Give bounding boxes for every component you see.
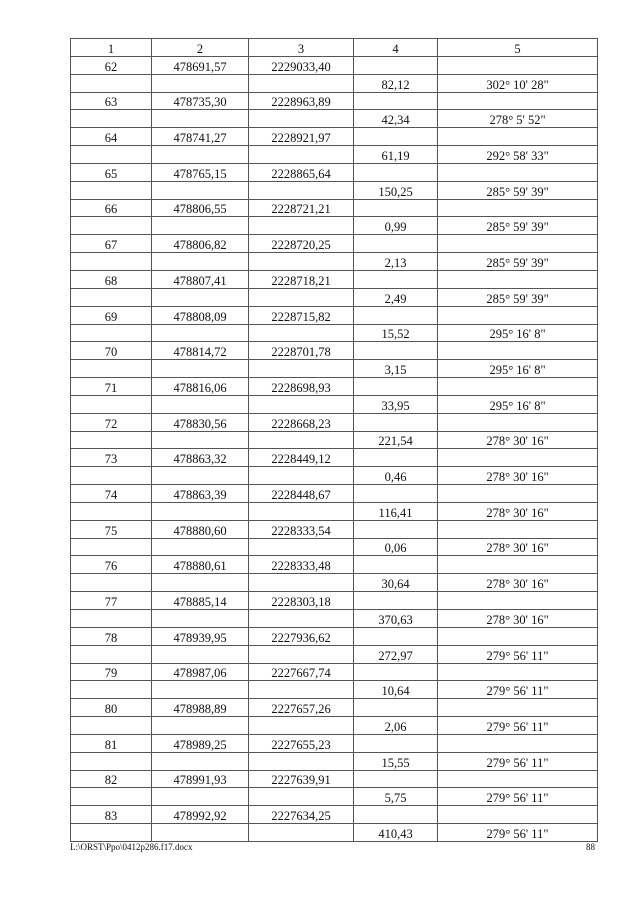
table-row (71, 538, 598, 556)
x-coordinate-cell (152, 181, 249, 199)
distance-cell (354, 592, 438, 610)
x-coordinate-cell: 478806,55 (152, 199, 249, 217)
point-number-cell (71, 645, 152, 663)
bearing-cell (438, 128, 598, 146)
table-row (71, 146, 598, 164)
y-coordinate-cell (249, 360, 354, 378)
distance-cell (354, 734, 438, 752)
coordinates-table (70, 38, 598, 842)
x-coordinate-cell: 478987,06 (152, 663, 249, 681)
y-coordinate-cell: 2228701,78 (249, 342, 354, 360)
distance-cell (354, 413, 438, 431)
table-row (71, 181, 598, 199)
x-coordinate-cell (152, 146, 249, 164)
y-coordinate-cell: 2228449,12 (249, 449, 354, 467)
x-coordinate-cell (152, 574, 249, 592)
distance-cell: 272,97 (354, 645, 438, 663)
distance-cell (354, 663, 438, 681)
x-coordinate-cell: 478885,14 (152, 592, 249, 610)
point-number-cell (71, 467, 152, 485)
bearing-cell (438, 520, 598, 538)
x-coordinate-cell (152, 395, 249, 413)
x-coordinate-cell: 478816,06 (152, 378, 249, 396)
distance-cell: 0,06 (354, 538, 438, 556)
distance-cell (354, 485, 438, 503)
point-number-cell (71, 431, 152, 449)
x-coordinate-cell: 478988,89 (152, 699, 249, 717)
x-coordinate-cell (152, 360, 249, 378)
distance-cell (354, 378, 438, 396)
x-coordinate-cell (152, 74, 249, 92)
point-number-cell: 79 (71, 663, 152, 681)
y-coordinate-cell: 2227936,62 (249, 627, 354, 645)
y-coordinate-cell: 2228721,21 (249, 199, 354, 217)
x-coordinate-cell: 478807,41 (152, 270, 249, 288)
bearing-cell (438, 413, 598, 431)
x-coordinate-cell: 478814,72 (152, 342, 249, 360)
y-coordinate-cell: 2228333,48 (249, 556, 354, 574)
distance-cell (354, 92, 438, 110)
bearing-cell (438, 663, 598, 681)
y-coordinate-cell: 2227634,25 (249, 806, 354, 824)
y-coordinate-cell (249, 610, 354, 628)
x-coordinate-cell (152, 431, 249, 449)
distance-cell: 42,34 (354, 110, 438, 128)
column-header: 2 (152, 39, 249, 57)
point-number-cell: 66 (71, 199, 152, 217)
x-coordinate-cell (152, 824, 249, 842)
y-coordinate-cell (249, 824, 354, 842)
bearing-cell (438, 235, 598, 253)
bearing-cell: 302° 10' 28" (438, 74, 598, 92)
bearing-cell (438, 556, 598, 574)
bearing-cell (438, 163, 598, 181)
bearing-cell (438, 627, 598, 645)
point-number-cell (71, 360, 152, 378)
point-number-cell: 71 (71, 378, 152, 396)
distance-cell: 33,95 (354, 395, 438, 413)
y-coordinate-cell: 2228718,21 (249, 270, 354, 288)
point-number-cell: 63 (71, 92, 152, 110)
x-coordinate-cell (152, 253, 249, 271)
table-row (71, 449, 598, 467)
y-coordinate-cell (249, 181, 354, 199)
x-coordinate-cell (152, 110, 249, 128)
table-row (71, 288, 598, 306)
table-row (71, 681, 598, 699)
bearing-cell: 285° 59' 39" (438, 253, 598, 271)
bearing-cell: 278° 30' 16" (438, 431, 598, 449)
x-coordinate-cell: 478830,56 (152, 413, 249, 431)
x-coordinate-cell (152, 681, 249, 699)
x-coordinate-cell: 478691,57 (152, 56, 249, 74)
point-number-cell (71, 502, 152, 520)
table-row (71, 306, 598, 324)
bearing-cell (438, 592, 598, 610)
table-row (71, 74, 598, 92)
distance-cell: 30,64 (354, 574, 438, 592)
distance-cell: 0,99 (354, 217, 438, 235)
y-coordinate-cell: 2228963,89 (249, 92, 354, 110)
x-coordinate-cell: 478991,93 (152, 770, 249, 788)
bearing-cell (438, 92, 598, 110)
x-coordinate-cell (152, 610, 249, 628)
y-coordinate-cell (249, 217, 354, 235)
point-number-cell: 82 (71, 770, 152, 788)
column-header: 3 (249, 39, 354, 57)
point-number-cell (71, 217, 152, 235)
table-row (71, 788, 598, 806)
table-row (71, 734, 598, 752)
table-row (71, 752, 598, 770)
point-number-cell: 62 (71, 56, 152, 74)
table-row (71, 610, 598, 628)
x-coordinate-cell: 478880,61 (152, 556, 249, 574)
y-coordinate-cell (249, 110, 354, 128)
table-row (71, 502, 598, 520)
column-header: 1 (71, 39, 152, 57)
x-coordinate-cell: 478880,60 (152, 520, 249, 538)
y-coordinate-cell: 2228303,18 (249, 592, 354, 610)
x-coordinate-cell (152, 467, 249, 485)
distance-cell: 2,13 (354, 253, 438, 271)
point-number-cell: 65 (71, 163, 152, 181)
point-number-cell: 67 (71, 235, 152, 253)
point-number-cell: 80 (71, 699, 152, 717)
footer-file-path: L:\ORST\Ppo\0412p286.f17.docx (70, 842, 193, 852)
distance-cell (354, 806, 438, 824)
table-row (71, 824, 598, 842)
bearing-cell: 278° 30' 16" (438, 610, 598, 628)
distance-cell: 82,12 (354, 74, 438, 92)
y-coordinate-cell: 2228698,93 (249, 378, 354, 396)
point-number-cell: 77 (71, 592, 152, 610)
table-row (71, 770, 598, 788)
distance-cell: 221,54 (354, 431, 438, 449)
bearing-cell: 279° 56' 11" (438, 717, 598, 735)
point-number-cell (71, 681, 152, 699)
x-coordinate-cell: 478765,15 (152, 163, 249, 181)
y-coordinate-cell: 2228715,82 (249, 306, 354, 324)
distance-cell: 410,43 (354, 824, 438, 842)
table-row (71, 592, 598, 610)
table-row (71, 627, 598, 645)
point-number-cell (71, 110, 152, 128)
bearing-cell: 279° 56' 11" (438, 788, 598, 806)
distance-cell: 3,15 (354, 360, 438, 378)
point-number-cell (71, 824, 152, 842)
x-coordinate-cell: 478863,32 (152, 449, 249, 467)
y-coordinate-cell: 2227639,91 (249, 770, 354, 788)
bearing-cell: 279° 56' 11" (438, 824, 598, 842)
distance-cell: 15,55 (354, 752, 438, 770)
x-coordinate-cell (152, 717, 249, 735)
y-coordinate-cell (249, 74, 354, 92)
table-row (71, 199, 598, 217)
y-coordinate-cell (249, 431, 354, 449)
y-coordinate-cell: 2227657,26 (249, 699, 354, 717)
distance-cell: 370,63 (354, 610, 438, 628)
bearing-cell (438, 734, 598, 752)
table-row (71, 485, 598, 503)
point-number-cell (71, 324, 152, 342)
column-header: 5 (438, 39, 598, 57)
y-coordinate-cell (249, 324, 354, 342)
x-coordinate-cell: 478808,09 (152, 306, 249, 324)
bearing-cell: 285° 59' 39" (438, 181, 598, 199)
distance-cell (354, 235, 438, 253)
point-number-cell: 70 (71, 342, 152, 360)
bearing-cell: 285° 59' 39" (438, 288, 598, 306)
bearing-cell: 292° 58' 33" (438, 146, 598, 164)
distance-cell (354, 556, 438, 574)
y-coordinate-cell: 2227655,23 (249, 734, 354, 752)
bearing-cell: 279° 56' 11" (438, 681, 598, 699)
table-row (71, 217, 598, 235)
distance-cell: 61,19 (354, 146, 438, 164)
table-row (71, 645, 598, 663)
x-coordinate-cell: 478939,95 (152, 627, 249, 645)
distance-cell (354, 342, 438, 360)
point-number-cell: 64 (71, 128, 152, 146)
table-row (71, 699, 598, 717)
point-number-cell: 76 (71, 556, 152, 574)
bearing-cell (438, 306, 598, 324)
bearing-cell: 295° 16' 8" (438, 395, 598, 413)
distance-cell: 0,46 (354, 467, 438, 485)
bearing-cell: 295° 16' 8" (438, 360, 598, 378)
y-coordinate-cell: 2228720,25 (249, 235, 354, 253)
table-row (71, 574, 598, 592)
distance-cell (354, 270, 438, 288)
distance-cell (354, 56, 438, 74)
table-row (71, 413, 598, 431)
x-coordinate-cell (152, 788, 249, 806)
y-coordinate-cell: 2227667,74 (249, 663, 354, 681)
bearing-cell (438, 342, 598, 360)
table-row (71, 324, 598, 342)
point-number-cell (71, 752, 152, 770)
distance-cell (354, 627, 438, 645)
x-coordinate-cell (152, 752, 249, 770)
distance-cell (354, 199, 438, 217)
table-row (71, 520, 598, 538)
table-row (71, 360, 598, 378)
point-number-cell: 69 (71, 306, 152, 324)
distance-cell: 5,75 (354, 788, 438, 806)
bearing-cell (438, 770, 598, 788)
y-coordinate-cell (249, 752, 354, 770)
y-coordinate-cell: 2228448,67 (249, 485, 354, 503)
point-number-cell (71, 538, 152, 556)
x-coordinate-cell: 478863,39 (152, 485, 249, 503)
x-coordinate-cell (152, 645, 249, 663)
bearing-cell (438, 485, 598, 503)
bearing-cell: 278° 30' 16" (438, 502, 598, 520)
y-coordinate-cell (249, 395, 354, 413)
table-row (71, 270, 598, 288)
table-row (71, 110, 598, 128)
point-number-cell: 75 (71, 520, 152, 538)
distance-cell: 116,41 (354, 502, 438, 520)
distance-cell: 2,49 (354, 288, 438, 306)
table-row (71, 467, 598, 485)
x-coordinate-cell: 478735,30 (152, 92, 249, 110)
table-row (71, 56, 598, 74)
point-number-cell (71, 181, 152, 199)
table-row (71, 342, 598, 360)
y-coordinate-cell (249, 146, 354, 164)
point-number-cell: 68 (71, 270, 152, 288)
bearing-cell (438, 270, 598, 288)
table-row (71, 806, 598, 824)
bearing-cell (438, 699, 598, 717)
distance-cell (354, 128, 438, 146)
y-coordinate-cell (249, 645, 354, 663)
y-coordinate-cell (249, 467, 354, 485)
point-number-cell: 73 (71, 449, 152, 467)
table-row (71, 253, 598, 271)
y-coordinate-cell: 2228921,97 (249, 128, 354, 146)
point-number-cell (71, 146, 152, 164)
point-number-cell (71, 717, 152, 735)
point-number-cell (71, 74, 152, 92)
distance-cell: 2,06 (354, 717, 438, 735)
bearing-cell: 278° 5' 52" (438, 110, 598, 128)
distance-cell (354, 699, 438, 717)
x-coordinate-cell (152, 324, 249, 342)
x-coordinate-cell (152, 288, 249, 306)
distance-cell: 150,25 (354, 181, 438, 199)
x-coordinate-cell: 478992,92 (152, 806, 249, 824)
x-coordinate-cell: 478741,27 (152, 128, 249, 146)
point-number-cell (71, 610, 152, 628)
bearing-cell: 278° 30' 16" (438, 467, 598, 485)
table-row (71, 163, 598, 181)
distance-cell (354, 449, 438, 467)
x-coordinate-cell (152, 217, 249, 235)
bearing-cell: 279° 56' 11" (438, 752, 598, 770)
distance-cell (354, 770, 438, 788)
bearing-cell (438, 449, 598, 467)
distance-cell: 10,64 (354, 681, 438, 699)
table-row (71, 378, 598, 396)
y-coordinate-cell: 2228865,64 (249, 163, 354, 181)
table-row (71, 235, 598, 253)
point-number-cell (71, 574, 152, 592)
y-coordinate-cell (249, 681, 354, 699)
bearing-cell: 285° 59' 39" (438, 217, 598, 235)
table-header-row (71, 39, 598, 57)
column-header: 4 (354, 39, 438, 57)
y-coordinate-cell (249, 717, 354, 735)
bearing-cell: 279° 56' 11" (438, 645, 598, 663)
point-number-cell (71, 253, 152, 271)
y-coordinate-cell: 2228333,54 (249, 520, 354, 538)
table-row (71, 717, 598, 735)
point-number-cell (71, 288, 152, 306)
point-number-cell: 81 (71, 734, 152, 752)
bearing-cell: 278° 30' 16" (438, 574, 598, 592)
footer-page-number: 88 (586, 842, 595, 852)
y-coordinate-cell: 2229033,40 (249, 56, 354, 74)
bearing-cell (438, 378, 598, 396)
bearing-cell: 295° 16' 8" (438, 324, 598, 342)
table-row (71, 556, 598, 574)
y-coordinate-cell (249, 574, 354, 592)
bearing-cell (438, 806, 598, 824)
distance-cell (354, 163, 438, 181)
point-number-cell: 83 (71, 806, 152, 824)
table-body (71, 56, 598, 841)
distance-cell (354, 520, 438, 538)
x-coordinate-cell (152, 538, 249, 556)
table-row (71, 92, 598, 110)
point-number-cell: 74 (71, 485, 152, 503)
point-number-cell (71, 788, 152, 806)
point-number-cell: 72 (71, 413, 152, 431)
point-number-cell: 78 (71, 627, 152, 645)
bearing-cell: 278° 30' 16" (438, 538, 598, 556)
y-coordinate-cell: 2228668,23 (249, 413, 354, 431)
y-coordinate-cell (249, 502, 354, 520)
table-row (71, 395, 598, 413)
distance-cell: 15,52 (354, 324, 438, 342)
bearing-cell (438, 56, 598, 74)
table-row (71, 431, 598, 449)
table-row (71, 663, 598, 681)
table-row (71, 128, 598, 146)
y-coordinate-cell (249, 788, 354, 806)
y-coordinate-cell (249, 538, 354, 556)
point-number-cell (71, 395, 152, 413)
x-coordinate-cell (152, 502, 249, 520)
bearing-cell (438, 199, 598, 217)
x-coordinate-cell: 478989,25 (152, 734, 249, 752)
x-coordinate-cell: 478806,82 (152, 235, 249, 253)
y-coordinate-cell (249, 253, 354, 271)
distance-cell (354, 306, 438, 324)
y-coordinate-cell (249, 288, 354, 306)
